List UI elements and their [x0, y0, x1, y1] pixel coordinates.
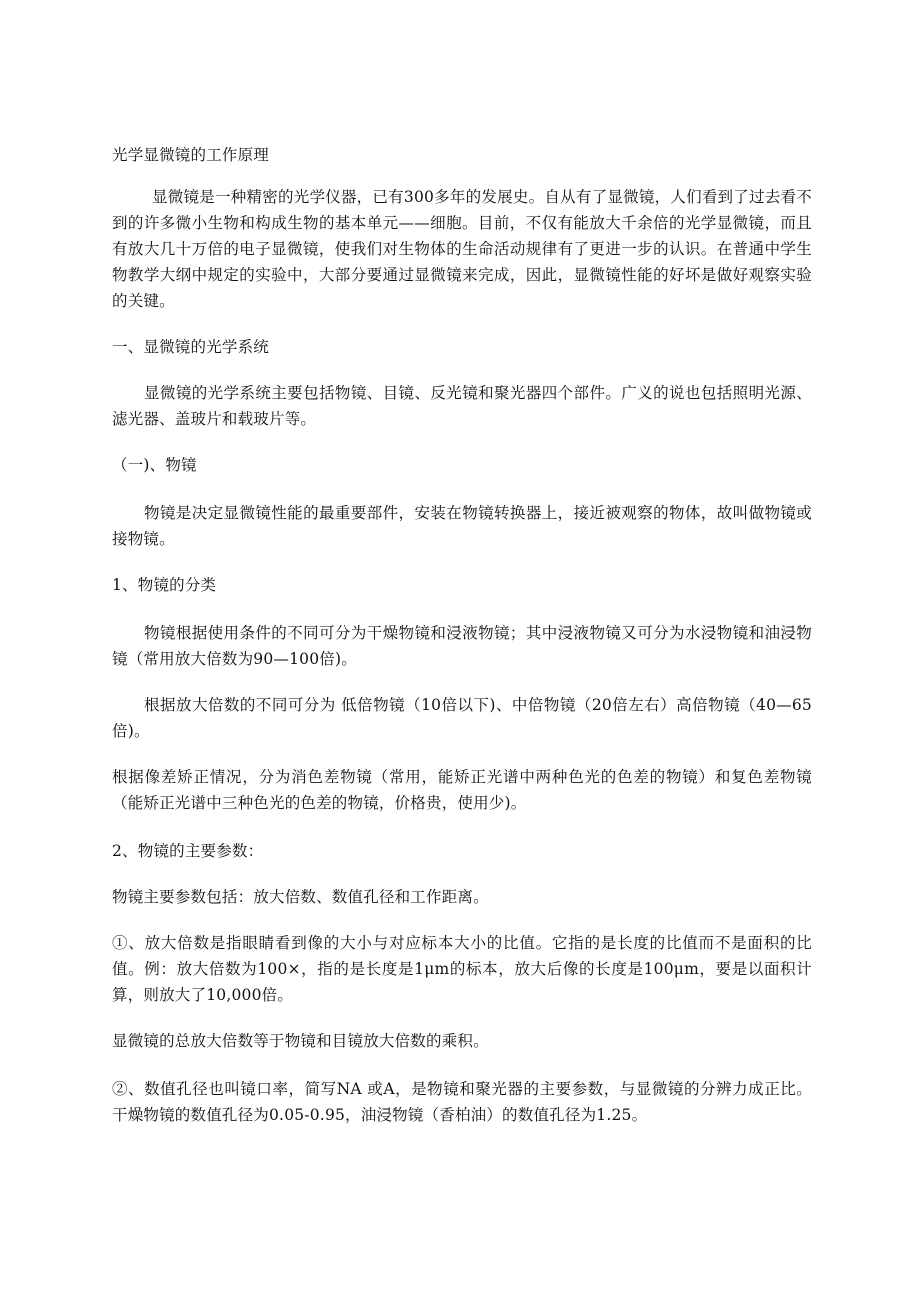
optical-system-paragraph: 显微镜的光学系统主要包括物镜、目镜、反光镜和聚光器四个部件。广义的说也包括照明光源、滤光器、盖玻片和载玻片等。: [112, 384, 812, 428]
parameters-summary-paragraph: 物镜主要参数包括：放大倍数、数值孔径和工作距离。: [112, 888, 489, 906]
heading-objective-parameters: 2、物镜的主要参数：: [112, 842, 264, 860]
heading-objective-classification: 1、物镜的分类: [112, 576, 217, 594]
classification-by-magnification-paragraph: 根据放大倍数的不同可分为 低倍物镜（10倍以下)、中倍物镜（20倍左右）高倍物镜（40—65倍)。: [112, 696, 812, 740]
magnification-paragraph: ①、放大倍数是指眼睛看到像的大小与对应标本大小的比值。它指的是长度的比值而不是面积的比值。例：放大倍数为100×，指的是长度是1μm的标本，放大后像的长度是100μm，要是以面积计算，则放大了10,000倍。: [112, 934, 812, 1004]
section-heading-optical-system: 一、显微镜的光学系统: [112, 338, 270, 356]
document-title: 光学显微镜的工作原理: [112, 146, 270, 164]
intro-paragraph: 显微镜是一种精密的光学仪器，已有300多年的发展史。自从有了显微镜，人们看到了过去看不到的许多微小生物和构成生物的基本单元——细胞。目前，不仅有能放大千余倍的光学显微镜，而且有放大几十万倍的电子显微镜，使我们对生物体的生命活动规律有了更进一步的认识。在普通中学生物教学大纲中规定的实验中，大部分要通过显微镜来完成，因此，显微镜性能的好坏是做好观察实验的关键。: [112, 188, 812, 310]
objective-paragraph: 物镜是决定显微镜性能的最重要部件，安装在物镜转换器上，接近被观察的物体，故叫做物镜或接物镜。: [112, 504, 812, 548]
classification-by-condition-paragraph: 物镜根据使用条件的不同可分为干燥物镜和浸液物镜；其中浸液物镜又可分为水浸物镜和油浸物镜（常用放大倍数为90—100倍)。: [112, 624, 812, 668]
total-magnification-paragraph: 显微镜的总放大倍数等于物镜和目镜放大倍数的乘积。: [112, 1032, 489, 1050]
subsection-heading-objective: （一)、物镜: [112, 456, 197, 474]
classification-by-aberration-paragraph: 根据像差矫正情况，分为消色差物镜（常用，能矫正光谱中两种色光的色差的物镜）和复色差物镜（能矫正光谱中三种色光的色差的物镜，价格贵，使用少)。: [112, 768, 812, 812]
numerical-aperture-paragraph: ②、数值孔径也叫镜口率，简写NA 或A，是物镜和聚光器的主要参数，与显微镜的分辨力成正比。干燥物镜的数值孔径为0.05-0.95，油浸物镜（香柏油）的数值孔径为1.25。: [112, 1080, 812, 1124]
